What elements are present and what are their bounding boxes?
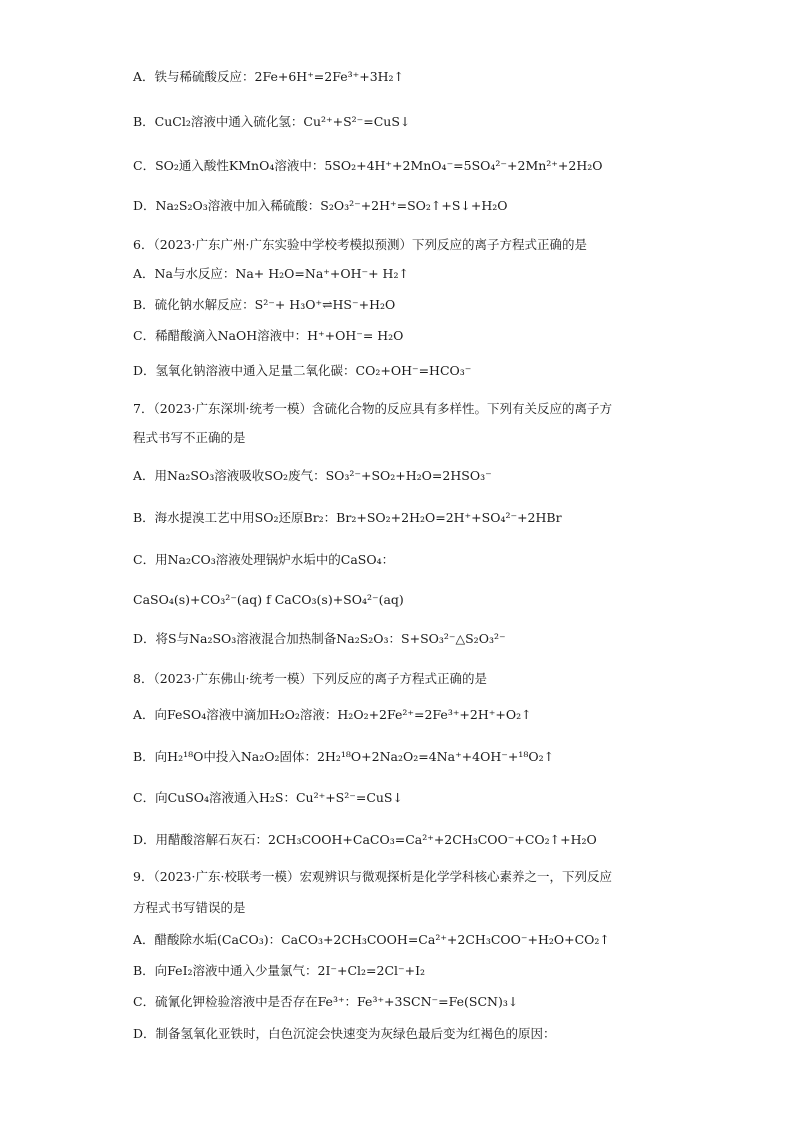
question-stem: 程式书写不正确的是 <box>133 430 246 445</box>
option-line: A．铁与稀硫酸反应：2Fe+6H⁺=2Fe³⁺+3H₂↑ <box>133 69 405 84</box>
option-line: D．用醋酸溶解石灰石：2CH₃COOH+CaCO₃=Ca²⁺+2CH₃COO⁻+CO₂↑+H₂O <box>133 832 597 847</box>
option-line: A．用Na₂SO₃溶液吸收SO₂废气：SO₃²⁻+SO₂+H₂O=2HSO₃⁻ <box>133 468 492 483</box>
option-line: B．CuCl₂溶液中通入硫化氢：Cu²⁺+S²⁻=CuS↓ <box>133 114 411 129</box>
option-line: A．醋酸除水垢(CaCO₃)：CaCO₃+2CH₃COOH=Ca²⁺+2CH₃COO⁻+H₂O+CO₂↑ <box>133 932 610 947</box>
question-stem: 7．（2023·广东深圳·统考一模）含硫化合物的反应具有多样性。下列有关反应的离子方 <box>133 401 612 416</box>
question-stem: 9．（2023·广东·校联考一模）宏观辨识与微观探析是化学学科核心素养之一，下列反应 <box>133 869 612 884</box>
option-line: A．Na与水反应：Na+ H₂O=Na⁺+OH⁻+ H₂↑ <box>133 266 409 281</box>
option-line: C．用Na₂CO₃溶液处理锅炉水垢中的CaSO₄： <box>133 552 395 567</box>
option-line: B．硫化钠水解反应：S²⁻+ H₃O⁺⇌HS⁻+H₂O <box>133 297 396 312</box>
question-stem: 8．（2023·广东佛山·统考一模）下列反应的离子方程式正确的是 <box>133 671 487 686</box>
option-line: D．制备氢氧化亚铁时，白色沉淀会快速变为灰绿色最后变为红褐色的原因： <box>133 1026 556 1041</box>
option-line: C．稀醋酸滴入NaOH溶液中：H⁺+OH⁻= H₂O <box>133 328 404 343</box>
question-stem: 方程式书写错误的是 <box>133 900 246 915</box>
option-line: C．SO₂通入酸性KMnO₄溶液中：5SO₂+4H⁺+2MnO₄⁻=5SO₄²⁻+2Mn²⁺+2H₂O <box>133 158 603 173</box>
option-line: B．海水提溴工艺中用SO₂还原Br₂：Br₂+SO₂+2H₂O=2H⁺+SO₄²⁻+2HBr <box>133 510 562 525</box>
option-line: B．向H₂¹⁸O中投入Na₂O₂固体：2H₂¹⁸O+2Na₂O₂=4Na⁺+4OH⁻+¹⁸O₂↑ <box>133 749 555 764</box>
option-line: A．向FeSO₄溶液中滴加H₂O₂溶液：H₂O₂+2Fe²⁺=2Fe³⁺+2H⁺+O₂↑ <box>133 707 532 722</box>
option-line: D．Na₂S₂O₃溶液中加入稀硫酸：S₂O₃²⁻+2H⁺=SO₂↑+S↓+H₂O <box>133 198 508 213</box>
option-line: D．氢氧化钠溶液中通入足量二氧化碳：CO₂+OH⁻=HCO₃⁻ <box>133 363 472 378</box>
option-line: C．硫氰化钾检验溶液中是否存在Fe³⁺：Fe³⁺+3SCN⁻=Fe(SCN)₃↓ <box>133 994 519 1009</box>
equation-line: CaSO₄(s)+CO₃²⁻(aq) f CaCO₃(s)+SO₄²⁻(aq) <box>133 592 404 607</box>
question-stem: 6．（2023·广东广州·广东实验中学校考模拟预测）下列反应的离子方程式正确的是 <box>133 237 587 252</box>
option-line: B．向FeI₂溶液中通入少量氯气：2I⁻+Cl₂=2Cl⁻+I₂ <box>133 963 426 978</box>
option-line: D．将S与Na₂SO₃溶液混合加热制备Na₂S₂O₃：S+SO₃²⁻△S₂O₃²⁻ <box>133 631 506 646</box>
option-line: C．向CuSO₄溶液通入H₂S：Cu²⁺+S²⁻=CuS↓ <box>133 790 403 805</box>
